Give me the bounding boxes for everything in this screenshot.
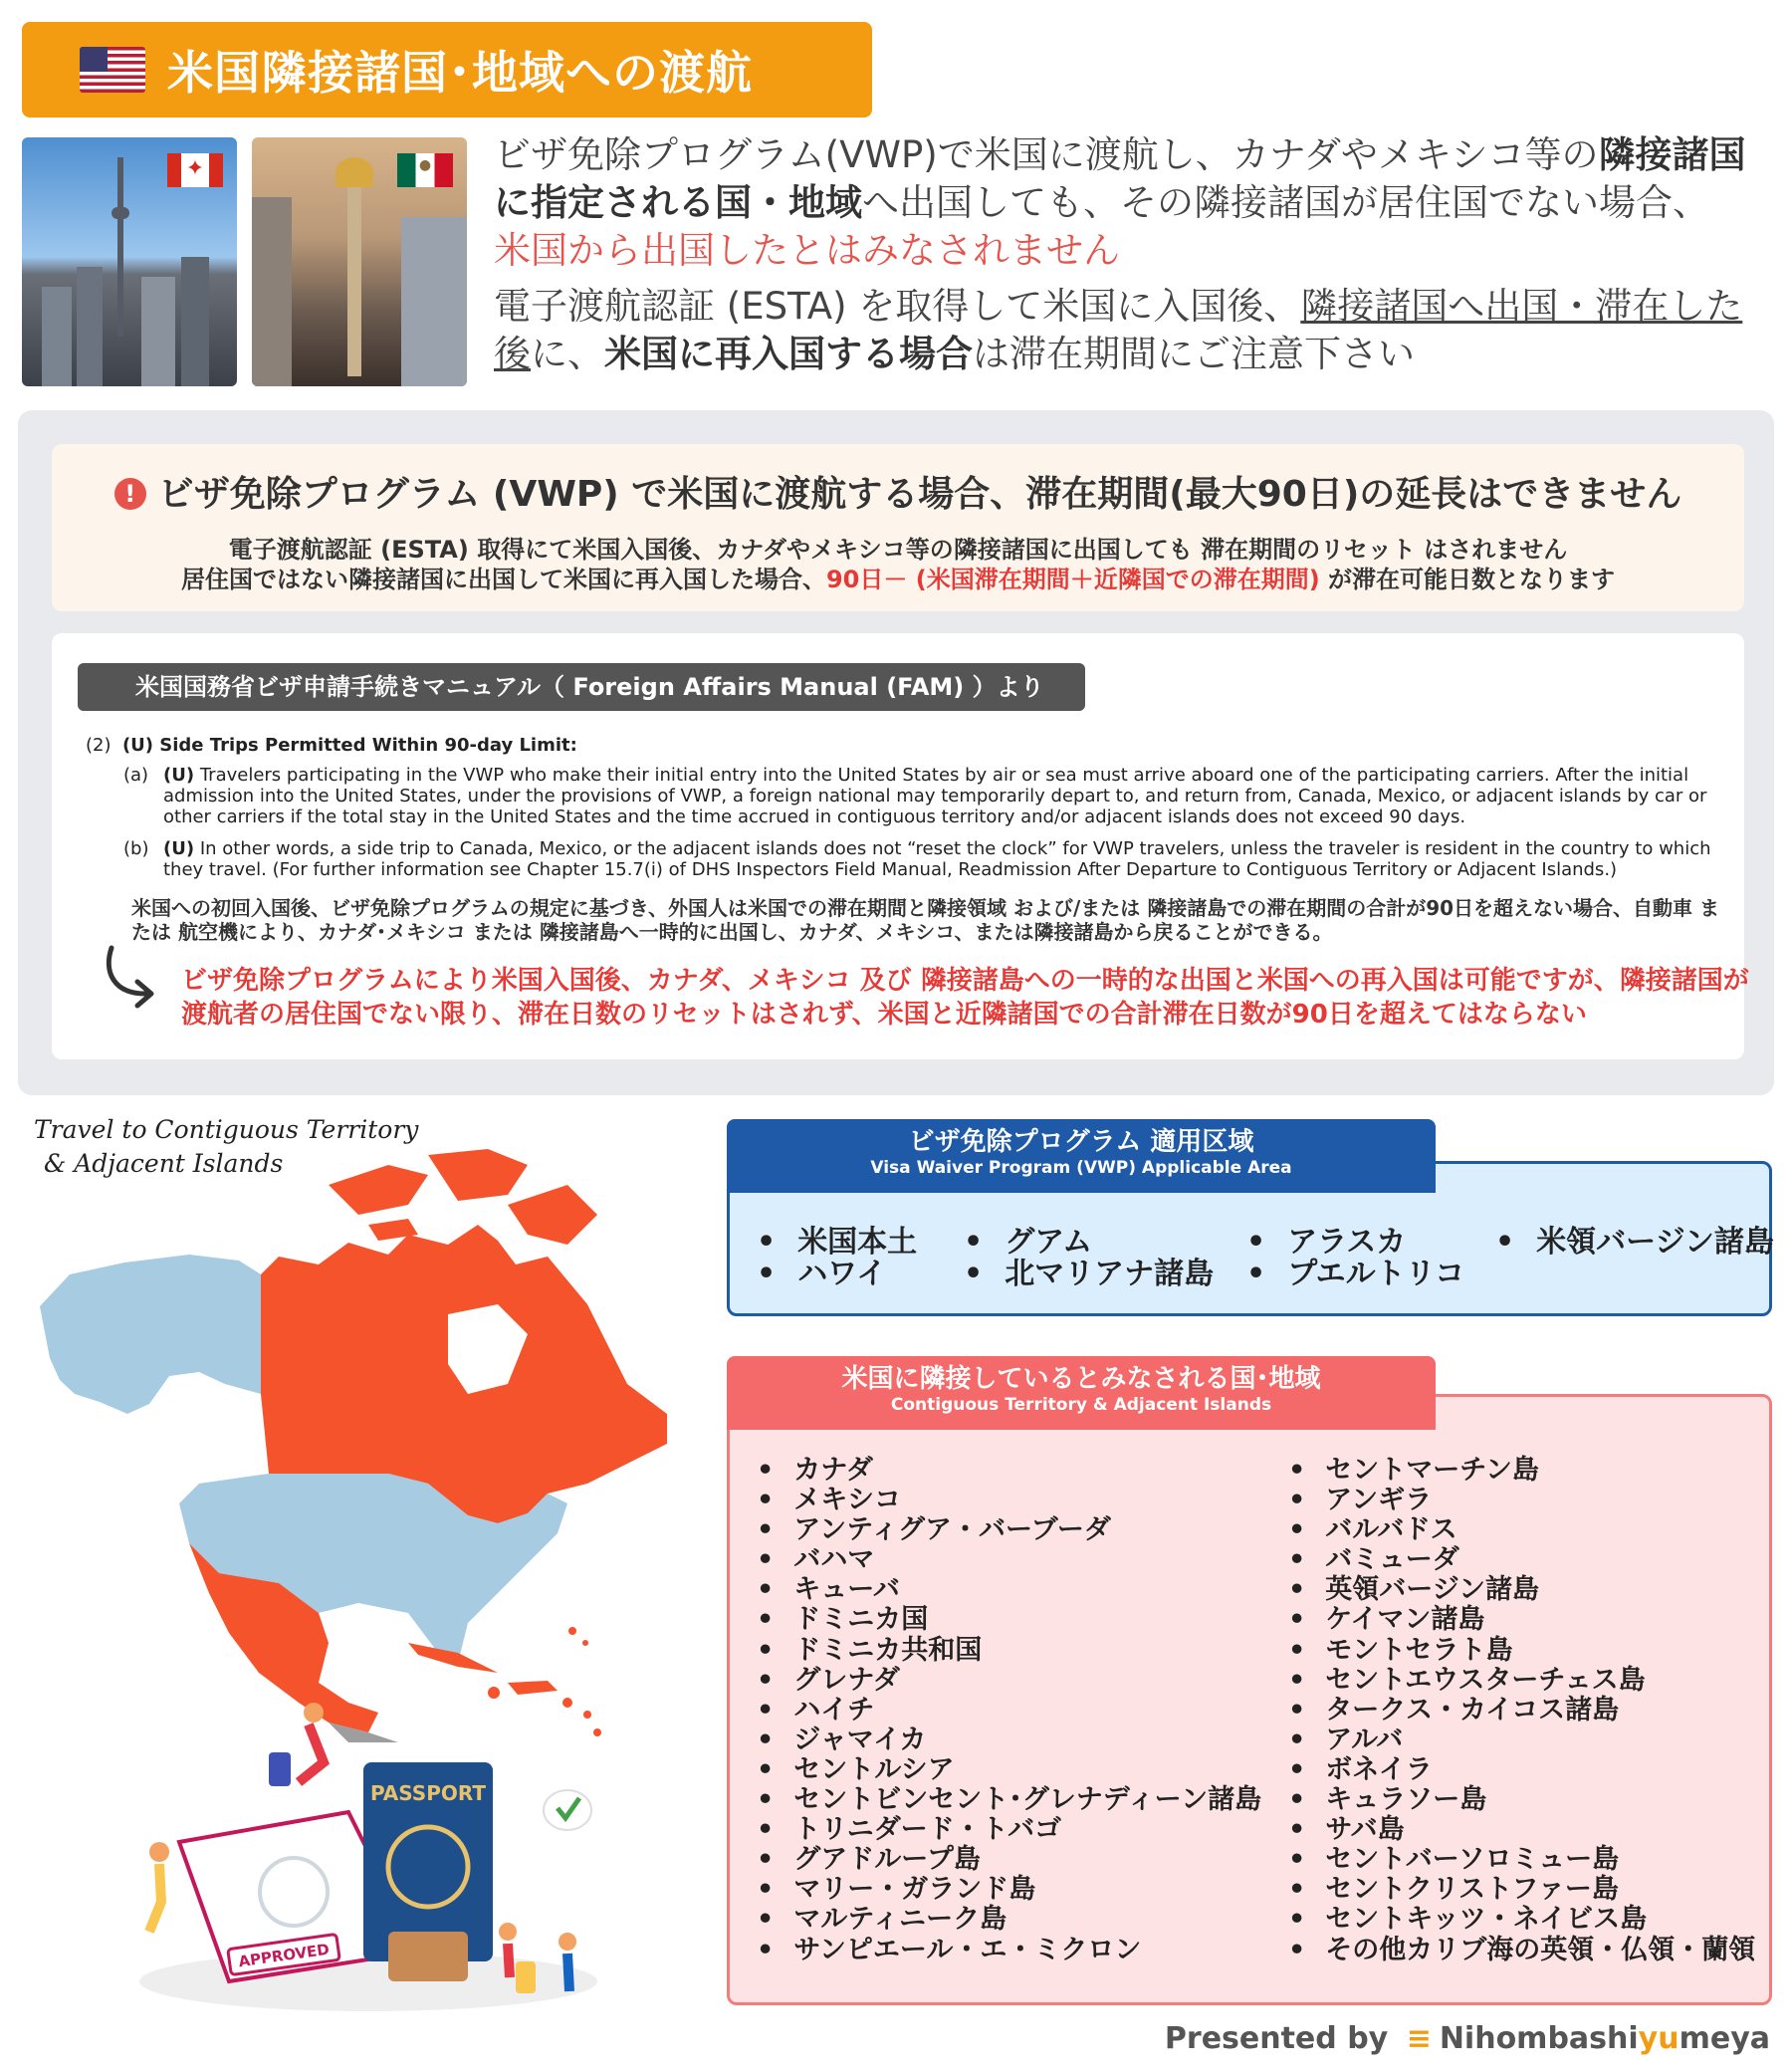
list-item: • キュラソー島: [1288, 1785, 1755, 1815]
angel-monument-icon: [336, 157, 373, 187]
list-item: • ケイマン諸島: [1288, 1605, 1755, 1635]
check-bubble-icon: [544, 1790, 591, 1830]
svg-text:PASSPORT: PASSPORT: [369, 1781, 487, 1805]
list-item: • その他カリブ海の英領・仏領・蘭領: [1288, 1936, 1755, 1965]
list-item: • 米領バージン諸島: [1495, 1227, 1774, 1259]
vwp-column-2: [964, 1227, 1214, 1290]
canada-flag-icon: [167, 153, 223, 187]
list-item: • アンギラ: [1288, 1486, 1755, 1515]
intro-warning: 米国から出国したとはみなされません: [494, 229, 1120, 272]
page-title: 米国隣接諸国･地域への渡航: [167, 46, 753, 100]
list-item: • 英領バージン諸島: [1288, 1575, 1755, 1605]
list-item: • セントルシア: [757, 1755, 1261, 1785]
fam-item-2: (2) (U) Side Trips Permitted Within 90-day Limit:: [86, 735, 577, 756]
list-item: • グアドループ島: [757, 1845, 1261, 1875]
contiguous-column-left: [757, 1456, 1261, 1965]
fam-label-b: (b): [123, 838, 149, 859]
fam-item-b: (U) In other words, a side trip to Canada, Mexico, or the adjacent islands does not “reset the clock” for VWP travelers, unless the traveler is resident in the country to which they travel. (For further information see Chapter 15.7(i) of DHS Inspectors Field Manual, Readmission After Departure to Contiguous Territory or Adjacent Islands.): [163, 838, 1711, 880]
list-item: • トリニダード・トバゴ: [757, 1815, 1261, 1845]
fam-item-a: (U) Travelers participating in the VWP who make their initial entry into the United States by air or sea must arrive aboard one of the participating carriers. After the initial admission into the United States, under the provisions of VWP, a foreign national may temporarily depart to, and return from, Canada, Mexico, or adjacent islands by car or other carriers if the total stay in the United States and the time accrued in contiguous territory and/or adjacent islands does not exceed 90 days.: [163, 765, 1707, 827]
list-item: • サンピエール・エ・ミクロン: [757, 1936, 1261, 1965]
list-item: • ドミニカ共和国: [757, 1636, 1261, 1666]
list-item: • ハワイ: [757, 1259, 917, 1290]
us-flag-icon: [80, 47, 145, 93]
list-item: • マリー・ガランド島: [757, 1875, 1261, 1905]
list-item: • セントクリストファー島: [1288, 1875, 1755, 1905]
title-banner: [22, 22, 872, 117]
list-item: • ボネイラ: [1288, 1755, 1755, 1785]
warning-line-2: 居住国ではない隣接諸国に出国して米国に再入国した場合、90日－ (米国滞在期間＋近隣国での滞在期間) が滞在可能日数となります: [180, 566, 1616, 593]
fam-conclusion: ビザ免除プログラムにより米国入国後、カナダ、メキシコ 及び 隣接諸島への一時的な出国と米国への再入国は可能ですが、隣接諸国が渡航者の居住国でない限り、滞在日数のリセットはされず、米国と近隣諸国での合計滞在日数が90日を超えてはならない: [181, 966, 1749, 1030]
list-item: • セントキッツ・ネイビス島: [1288, 1905, 1755, 1935]
list-item: • セントマーチン島: [1288, 1456, 1755, 1486]
list-item: • ドミニカ国: [757, 1605, 1261, 1635]
list-item: • メキシコ: [757, 1486, 1261, 1515]
vwp-column-1: [757, 1227, 917, 1290]
list-item: • カナダ: [757, 1456, 1261, 1486]
alaska-region: [40, 1255, 261, 1414]
list-item: • サバ島: [1288, 1815, 1755, 1845]
list-item: • バミューダ: [1288, 1545, 1755, 1575]
list-item: • タークス・カイコス諸島: [1288, 1696, 1755, 1726]
vwp-column-3: [1246, 1227, 1464, 1290]
fam-label-a: (a): [123, 765, 149, 786]
map-title: Travel to Contiguous Territory & Adjacent Islands: [34, 1115, 419, 1178]
fam-header: 米国国務省ビザ申請手続きマニュアル（ Foreign Affairs Manual (FAM) ）より: [78, 663, 1085, 711]
list-item: • プエルトリコ: [1246, 1259, 1464, 1290]
list-item: • 米国本土: [757, 1227, 917, 1259]
list-item: • ハイチ: [757, 1696, 1261, 1726]
list-item: • 北マリアナ諸島: [964, 1259, 1214, 1290]
curved-arrow-icon: [100, 942, 169, 1012]
fam-japanese-translation: 米国への初回入国後、ビザ免除プログラムの規定に基づき、外国人は米国での滞在期間と隣接領域 および/または 隣接諸島での滞在期間の合計が90日を超えない場合、自動車 または 航空機により、カナダ･メキシコ または 隣接諸島へ一時的に出国し、カナダ、メキシコ、または隣接諸島から戻ることができる。: [131, 896, 1720, 944]
warning-heading: ! ビザ免除プログラム (VWP) で米国に渡航する場合、滞在期間(最大90日)の延長はできません: [52, 466, 1744, 517]
list-item: • アルバ: [1288, 1726, 1755, 1755]
presented-by-footer: Presented by ≡ Nihombashiyumeya: [1164, 2021, 1770, 2056]
list-item: • バルバドス: [1288, 1515, 1755, 1545]
list-item: • キューバ: [757, 1575, 1261, 1605]
vwp-column-4: [1495, 1227, 1774, 1259]
list-item: • グレナダ: [757, 1666, 1261, 1696]
intro-text: ビザ免除プログラム(VWP)で米国に渡航し、カナダやメキシコ等の隣接諸国に指定される国・地域へ出国しても、その隣接諸国が居住国でない場合、 米国から出国したとはみなされません 電子渡航認証 (ESTA) を取得して米国に入国後、隣接諸国へ出国・滞在した後に、米国に再入国する場合は滞在期間にご注意下さい: [494, 133, 1746, 375]
contiguous-territory-tab: 米国に隣接しているとみなされる国･地域 Contiguous Territory & Adjacent Islands: [727, 1356, 1436, 1430]
contiguous-column-right: [1288, 1456, 1755, 1965]
north-america-map: [30, 1145, 707, 1742]
mexico-flag-icon: [397, 153, 453, 187]
list-item: • セントバーソロミュー島: [1288, 1845, 1755, 1875]
list-item: • ジャマイカ: [757, 1726, 1261, 1755]
travel-illustration: [119, 1693, 637, 2021]
list-item: • アンティグア・バーブーダ: [757, 1515, 1261, 1545]
warning-box: [52, 444, 1744, 611]
mexico-city-photo: [252, 137, 467, 386]
list-item: • アラスカ: [1246, 1227, 1464, 1259]
list-item: • グアム: [964, 1227, 1214, 1259]
toronto-photo: [22, 137, 237, 386]
list-item: • バハマ: [757, 1545, 1261, 1575]
list-item: • マルティニーク島: [757, 1905, 1261, 1935]
list-item: • モントセラト島: [1288, 1636, 1755, 1666]
list-item: • セントビンセント･グレナディーン諸島: [757, 1785, 1261, 1815]
svg-text:APPROVED: APPROVED: [237, 1940, 331, 1971]
warning-line-1: 電子渡航認証 (ESTA) 取得にて米国入国後、カナダやメキシコ等の隣接諸国に出国しても 滞在期間のリセット はされません: [228, 536, 1568, 564]
brand-logo-icon: ≡: [1406, 2021, 1432, 2056]
list-item: • セントエウスターチェス島: [1288, 1666, 1755, 1696]
vwp-area-tab: ビザ免除プログラム 適用区域 Visa Waiver Program (VWP) Applicable Area: [727, 1119, 1436, 1193]
exclamation-icon: !: [114, 478, 146, 510]
